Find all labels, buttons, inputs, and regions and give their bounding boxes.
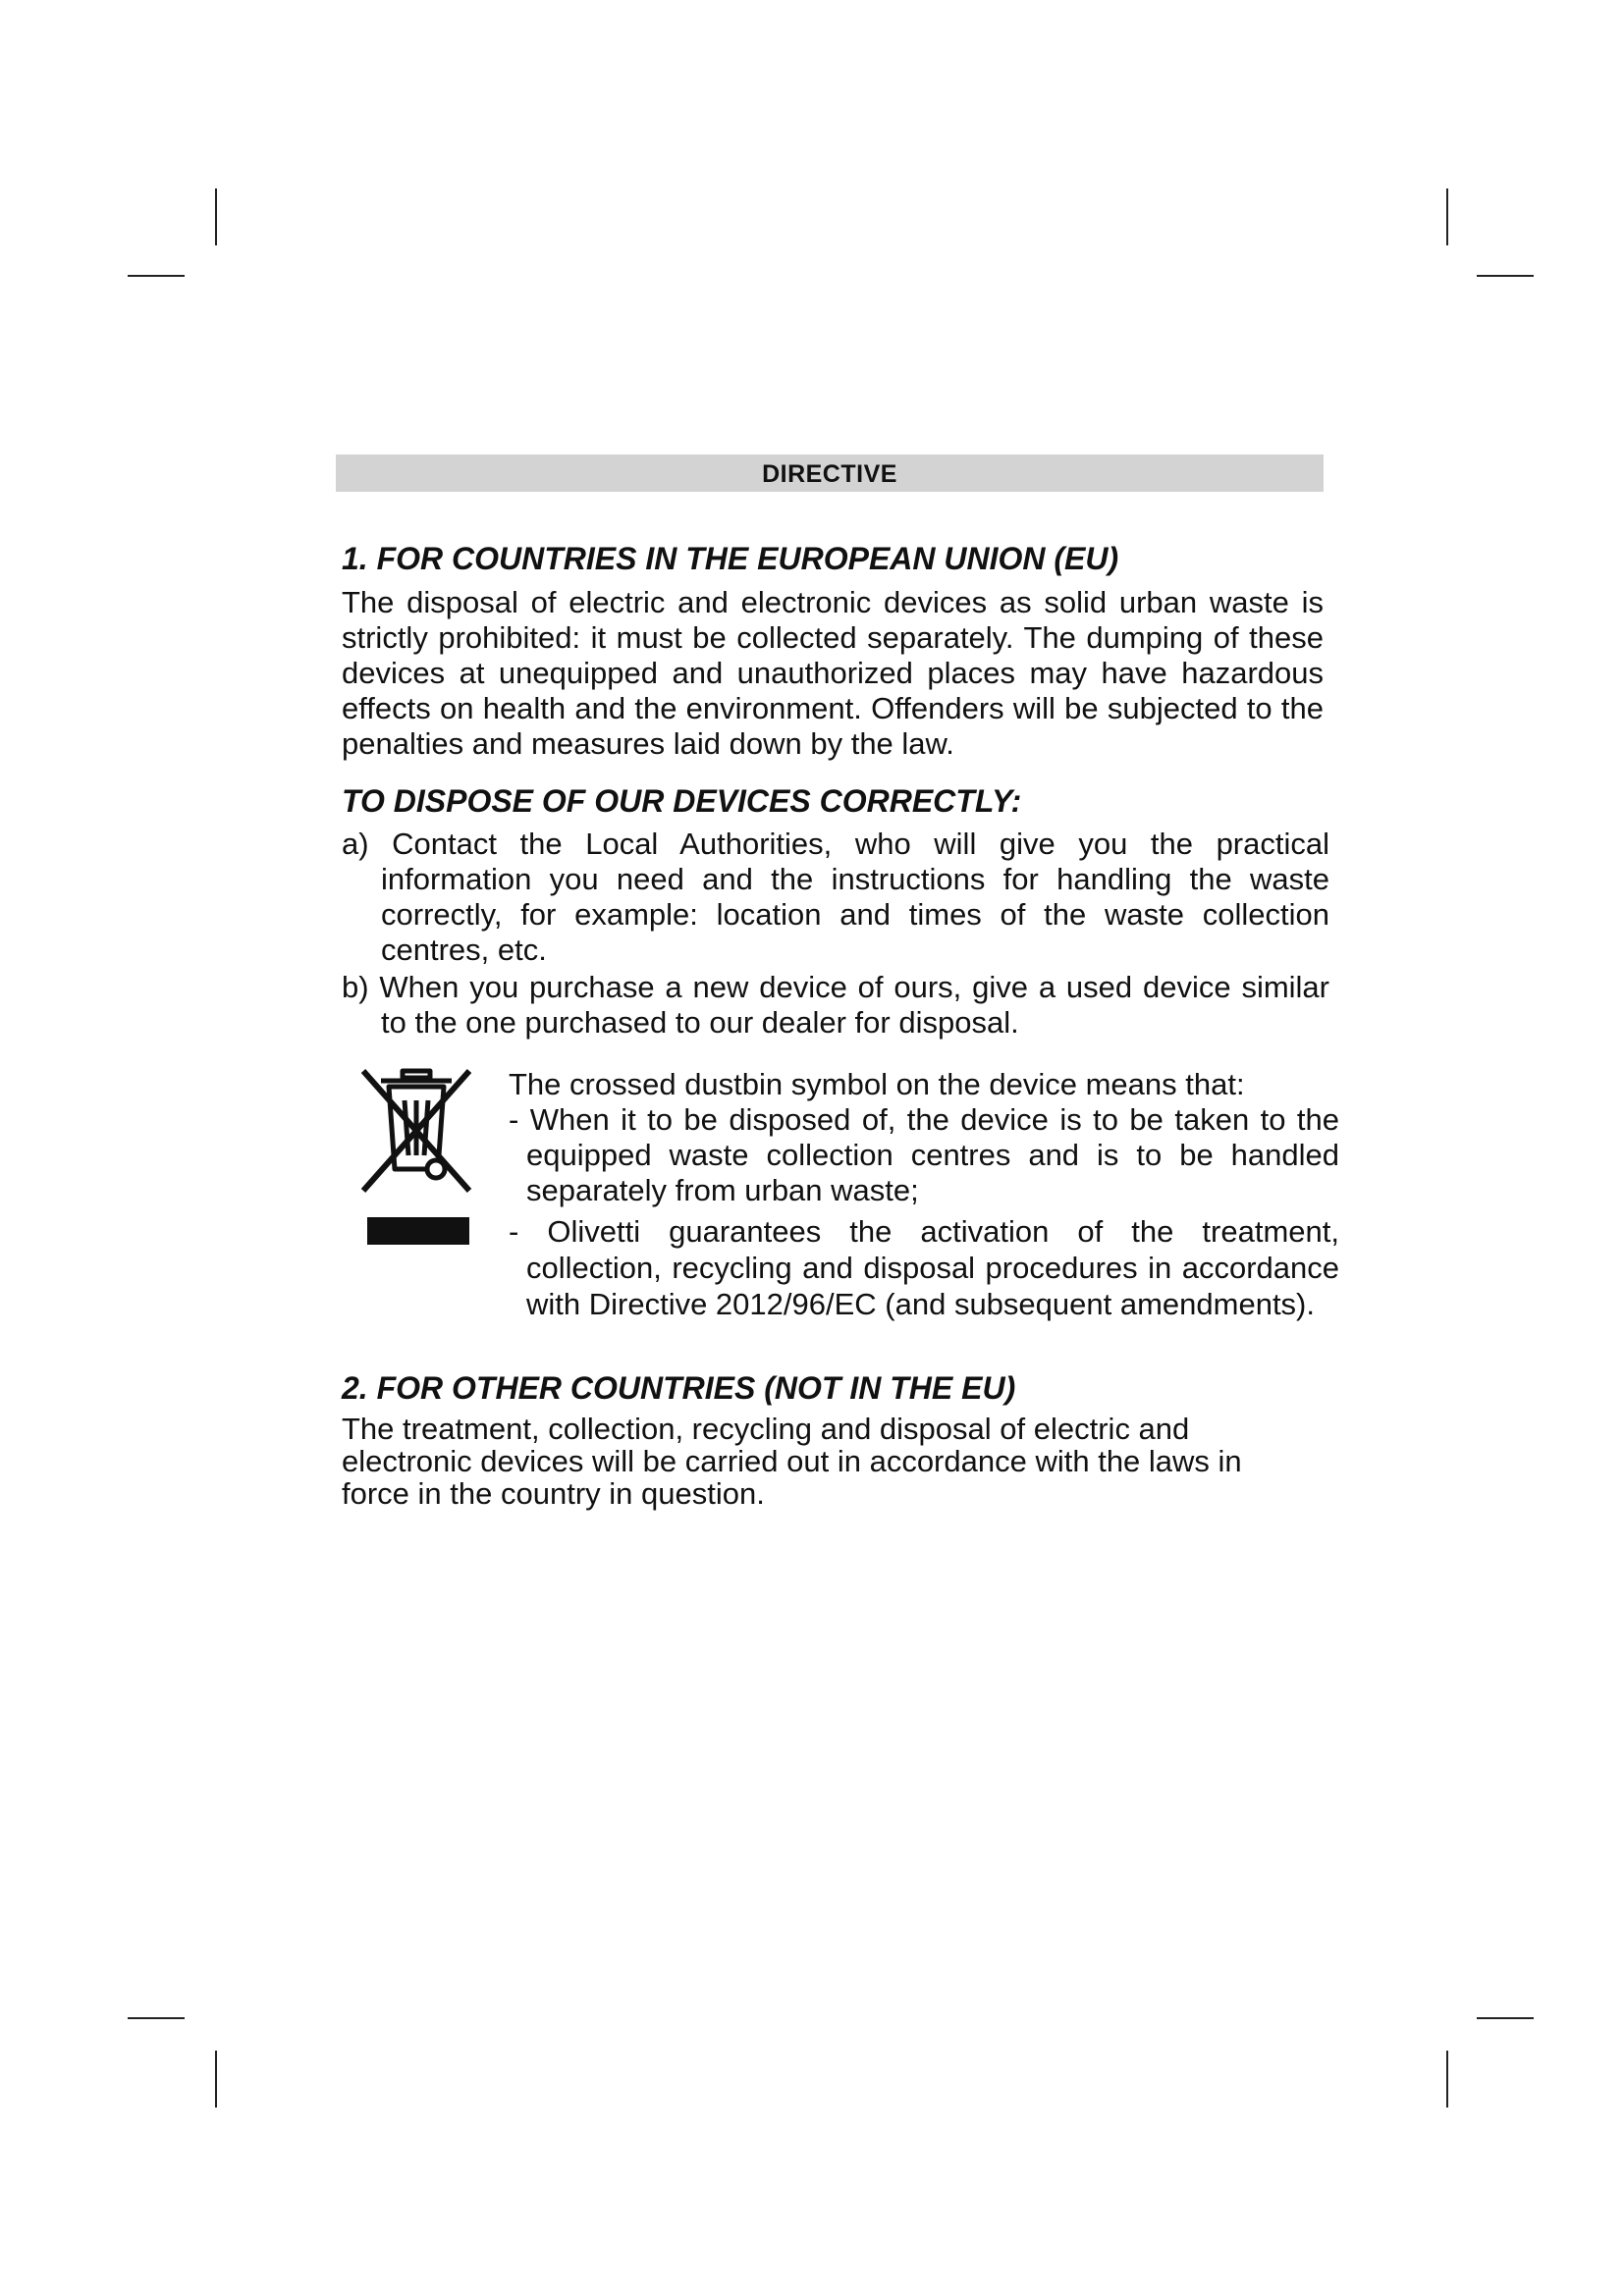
section-eu-body: [342, 585, 1324, 762]
section-non-eu-body: [342, 1413, 1265, 1510]
crop-mark-top-right-horizontal: [1477, 275, 1534, 277]
crop-mark-top-left-vertical: [215, 188, 217, 245]
crop-mark-top-left-horizontal: [128, 275, 185, 277]
crop-mark-top-right-vertical: [1446, 188, 1448, 245]
dispose-list: [342, 827, 1329, 1041]
dustbin-symbol-text: [509, 1067, 1339, 1322]
dispose-section: [342, 781, 1324, 821]
crop-mark-bottom-right-horizontal: [1477, 2017, 1534, 2019]
page-title: DIRECTIVE: [336, 454, 1324, 492]
section-non-eu-heading: 2. FOR OTHER COUNTRIES (NOT IN THE EU): [342, 1370, 1016, 1406]
crop-mark-bottom-right-vertical: [1446, 2051, 1448, 2108]
section-non-eu-paragraph: The treatment, collection, recycling and disposal of electric and electronic devices will be carried out in accordance with the laws in force in the country in question.: [342, 1412, 1242, 1511]
list-item: - When it to be disposed of, the device is to be taken to the equipped waste collection centres and is to be handled separately from urban waste;: [509, 1102, 1339, 1207]
dustbin-underline-bar: [367, 1217, 469, 1245]
crop-mark-bottom-left-vertical: [215, 2051, 217, 2108]
section-eu: [342, 539, 1324, 578]
list-item: a) Contact the Local Authorities, who will give you the practical information you need and the instructions for handling the waste correctly, for example: location and times of the waste collection centres, etc.: [342, 827, 1329, 967]
crop-mark-bottom-left-horizontal: [128, 2017, 185, 2019]
crossed-dustbin-icon: [357, 1067, 475, 1195]
dispose-heading: TO DISPOSE OF OUR DEVICES CORRECTLY:: [342, 783, 1022, 819]
list-item: b) When you purchase a new device of ours, give a used device similar to the one purchased to our dealer for disposal.: [342, 970, 1329, 1040]
list-item: - Olivetti guarantees the activation of the treatment, collection, recycling and disposal procedures in accordance with Directive 2012/96/EC (and subsequent amendments).: [509, 1214, 1339, 1321]
section-non-eu: [342, 1368, 1324, 1408]
dustbin-symbol-intro: The crossed dustbin symbol on the device means that:: [509, 1067, 1245, 1101]
section-eu-paragraph: The disposal of electric and electronic devices as solid urban waste is strictly prohibited: it must be collected separately. The dumping of these devices at unequipped and unauthorized places may have hazardous effects on health and the environment. Offenders will be subjected to the penalties and measures laid down by the law.: [342, 585, 1324, 761]
section-eu-heading: 1. FOR COUNTRIES IN THE EUROPEAN UNION (EU): [342, 541, 1119, 576]
